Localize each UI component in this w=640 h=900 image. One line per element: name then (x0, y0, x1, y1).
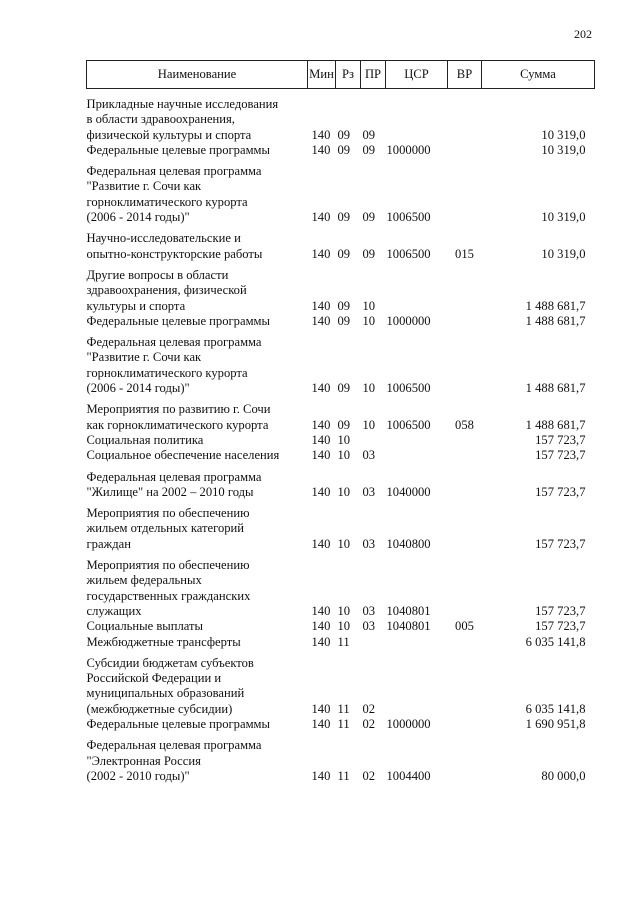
row-rz-cell: 10 (337, 484, 351, 499)
row-vr-cell (448, 552, 482, 619)
table-row (87, 262, 595, 314)
row-csr-cell (386, 89, 448, 143)
table-row (87, 158, 595, 225)
row-vr-cell (448, 500, 482, 552)
row-pr-cell: 03 (362, 619, 376, 634)
table-row (87, 329, 595, 396)
row-csr-cell (386, 635, 448, 650)
row-sum-cell: 10 319,0 (541, 246, 586, 261)
row-pr-cell: 03 (362, 603, 376, 618)
row-rz-cell: 09 (337, 210, 351, 225)
row-csr-cell: 1040800 (386, 536, 431, 551)
row-csr-cell (386, 650, 448, 717)
header-row (87, 61, 595, 89)
table-row (87, 717, 595, 732)
row-rz-cell: 11 (337, 634, 350, 649)
row-sum-cell: 10 319,0 (541, 142, 586, 157)
table-row (87, 650, 595, 717)
row-pr-cell: 02 (362, 768, 376, 783)
table-row (87, 314, 595, 329)
row-rz-cell: 10 (337, 536, 351, 551)
row-sum-cell: 1 488 681,7 (525, 417, 586, 432)
row-sum-cell: 6 035 141,8 (525, 634, 586, 649)
row-csr-cell: 1006500 (386, 381, 431, 396)
row-min-cell: 140 (311, 768, 331, 783)
row-rz-cell: 10 (337, 619, 351, 634)
row-name-cell: Научно-исследовательские и опытно-конструкторские работы (86, 231, 263, 261)
row-csr-cell: 1000000 (386, 142, 431, 157)
row-rz-cell: 09 (337, 142, 351, 157)
row-min-cell: 140 (311, 716, 331, 731)
row-min-cell: 140 (311, 298, 331, 313)
row-rz-cell: 10 (337, 448, 351, 463)
row-pr-cell: 03 (362, 448, 376, 463)
row-pr-cell: 03 (362, 536, 376, 551)
row-rz-cell: 09 (337, 298, 351, 313)
row-min-cell: 140 (311, 381, 331, 396)
row-min-cell: 140 (311, 246, 331, 261)
header-sum: Сумма (482, 61, 595, 89)
row-pr-cell: 10 (362, 417, 376, 432)
row-rz-cell: 09 (337, 313, 351, 328)
row-csr-cell: 1040801 (386, 619, 431, 634)
row-sum-cell: 1 488 681,7 (525, 298, 586, 313)
header-vr: ВР (448, 61, 482, 89)
row-name-cell: Мероприятия по обеспечению жильем отдельных категорий граждан (86, 506, 250, 551)
row-rz-cell: 09 (337, 381, 351, 396)
table-row (87, 464, 595, 501)
row-name-cell: Социальное обеспечение населения (86, 448, 280, 463)
row-rz-cell: 09 (337, 417, 351, 432)
row-min-cell: 140 (311, 603, 331, 618)
row-vr-cell (448, 314, 482, 329)
row-sum-cell: 157 723,7 (535, 619, 586, 634)
row-min-cell: 140 (311, 448, 331, 463)
table-body (87, 89, 595, 785)
table-row (87, 552, 595, 619)
row-csr-cell: 1004400 (386, 768, 431, 783)
row-vr-cell (448, 433, 482, 448)
row-rz-cell: 09 (337, 127, 351, 142)
header-rz: Рз (336, 61, 361, 89)
row-min-cell: 140 (311, 619, 331, 634)
row-csr-cell (386, 262, 448, 314)
row-name-cell: Федеральные целевые программы (86, 716, 270, 731)
table-row (87, 433, 595, 448)
row-vr-cell (448, 262, 482, 314)
row-csr-cell: 1040000 (386, 484, 431, 499)
row-rz-cell: 11 (337, 716, 350, 731)
row-min-cell: 140 (311, 313, 331, 328)
row-rz-cell: 10 (337, 432, 351, 447)
row-name-cell: Федеральные целевые программы (86, 142, 270, 157)
row-pr-cell: 02 (362, 716, 376, 731)
row-csr-cell: 1006500 (386, 417, 431, 432)
table-row (87, 732, 595, 784)
row-name-cell: Федеральные целевые программы (86, 313, 270, 328)
row-name-cell: Федеральная целевая программа "Развитие г. Сочи как горноклиматического курорта (2006 - 2014 годы)" (86, 164, 262, 225)
row-csr-cell: 1000000 (386, 313, 431, 328)
row-csr-cell: 1006500 (386, 210, 431, 225)
row-vr-cell (448, 89, 482, 143)
row-pr-cell: 09 (362, 127, 376, 142)
row-min-cell: 140 (311, 536, 331, 551)
row-name-cell: Мероприятия по обеспечению жильем федеральных государственных гражданских служащих (86, 558, 251, 618)
row-vr-cell (448, 158, 482, 225)
row-name-cell: Субсидии бюджетам субъектов Российской Федерации и муниципальных образований (межбюджетные субсидии) (86, 655, 254, 716)
row-sum-cell: 10 319,0 (541, 210, 586, 225)
table-row (87, 143, 595, 158)
row-pr-cell: 09 (362, 142, 376, 157)
row-sum-cell: 157 723,7 (535, 448, 586, 463)
table-row (87, 500, 595, 552)
row-sum-cell: 10 319,0 (541, 127, 586, 142)
row-rz-cell: 09 (337, 246, 351, 261)
row-pr-cell: 09 (362, 246, 376, 261)
row-name-cell: Федеральная целевая программа "Жилище" на 2002 – 2010 годы (86, 469, 262, 499)
row-vr-cell (448, 650, 482, 717)
header-csr: ЦСР (386, 61, 448, 89)
row-csr-cell (386, 448, 448, 463)
table-row (87, 89, 595, 143)
row-min-cell: 140 (311, 127, 331, 142)
row-name-cell: Другие вопросы в области здравоохранения, физической культуры и спорта (86, 267, 247, 313)
header-name: Наименование (87, 61, 308, 89)
row-sum-cell: 157 723,7 (535, 536, 586, 551)
row-name-cell: Социальная политика (86, 432, 204, 447)
header-pr: ПР (361, 61, 386, 89)
row-sum-cell: 1 690 951,8 (525, 716, 586, 731)
table-row (87, 448, 595, 463)
budget-table (86, 60, 595, 784)
row-min-cell: 140 (311, 701, 331, 716)
row-name-cell: Федеральная целевая программа "Электронная Россия (2002 - 2010 годы)" (86, 738, 262, 783)
row-vr-cell (448, 732, 482, 784)
table-header (87, 61, 595, 89)
row-min-cell: 140 (311, 634, 331, 649)
row-vr-cell: 058 (455, 417, 474, 432)
row-pr-cell (361, 635, 386, 650)
row-sum-cell: 80 000,0 (541, 768, 586, 783)
row-vr-cell: 015 (455, 246, 474, 261)
row-vr-cell: 005 (455, 619, 474, 634)
row-sum-cell: 157 723,7 (535, 603, 586, 618)
table-row (87, 619, 595, 634)
row-sum-cell: 157 723,7 (535, 432, 586, 447)
row-name-cell: Межбюджетные трансферты (86, 634, 241, 649)
row-sum-cell: 157 723,7 (535, 484, 586, 499)
row-vr-cell (448, 717, 482, 732)
row-pr-cell (361, 433, 386, 448)
row-name-cell: Федеральная целевая программа "Развитие г. Сочи как горноклиматического курорта (2006 - 2014 годы)" (86, 335, 262, 396)
row-sum-cell: 1 488 681,7 (525, 381, 586, 396)
row-rz-cell: 11 (337, 701, 350, 716)
row-pr-cell: 02 (362, 701, 376, 716)
row-csr-cell: 1006500 (386, 246, 431, 261)
table-row (87, 225, 595, 262)
row-sum-cell: 6 035 141,8 (525, 701, 586, 716)
row-vr-cell (448, 635, 482, 650)
table-row (87, 396, 595, 433)
row-vr-cell (448, 329, 482, 396)
row-name-cell: Прикладные научные исследования в области здравоохранения, физической культуры и спорта (86, 97, 279, 142)
row-min-cell: 140 (311, 417, 331, 432)
page-number: 202 (574, 27, 592, 41)
row-min-cell: 140 (311, 142, 331, 157)
row-pr-cell: 09 (362, 210, 376, 225)
row-name-cell: Социальные выплаты (86, 619, 204, 634)
table-row (87, 635, 595, 650)
row-vr-cell (448, 143, 482, 158)
row-min-cell: 140 (311, 210, 331, 225)
row-rz-cell: 11 (337, 768, 350, 783)
row-name-cell: Мероприятия по развитию г. Сочи как горноклиматического курорта (86, 402, 271, 432)
row-csr-cell: 1040801 (386, 603, 431, 618)
row-min-cell: 140 (311, 484, 331, 499)
row-pr-cell: 10 (362, 313, 376, 328)
row-csr-cell: 1000000 (386, 716, 431, 731)
row-vr-cell (448, 464, 482, 501)
row-rz-cell: 10 (337, 603, 351, 618)
row-pr-cell: 03 (362, 484, 376, 499)
row-sum-cell: 1 488 681,7 (525, 313, 586, 328)
row-csr-cell (386, 433, 448, 448)
row-min-cell: 140 (311, 432, 331, 447)
row-pr-cell: 10 (362, 298, 376, 313)
header-min: Мин (308, 61, 336, 89)
row-pr-cell: 10 (362, 381, 376, 396)
row-vr-cell (448, 448, 482, 463)
